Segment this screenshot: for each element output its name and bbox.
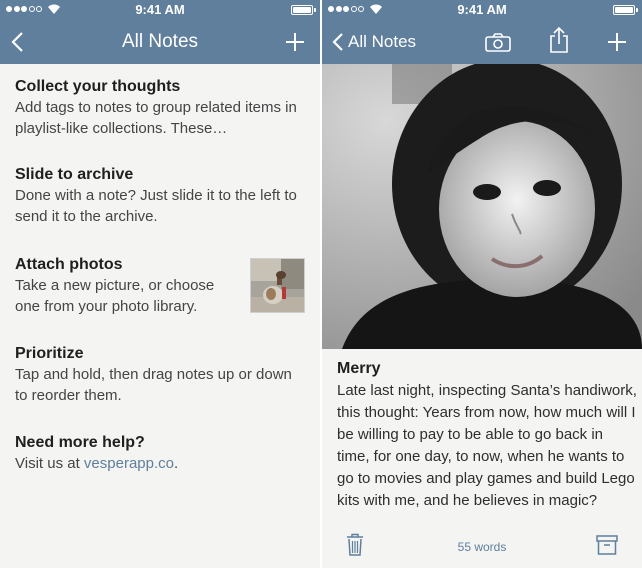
list-item[interactable] [15,255,307,317]
nav-bar [0,20,320,64]
back-label: All Notes [348,32,417,51]
bottom-toolbar [322,527,642,568]
nav-bar [322,20,642,64]
status-time: 9:41 AM [135,2,185,17]
status-bar [0,0,320,20]
note-content[interactable] [337,358,637,512]
battery-icon [613,5,635,15]
help-text-end: . [173,455,179,472]
note-title: Merry [337,360,381,377]
list-item[interactable] [15,433,307,474]
note-preview: Add tags to notes to group related items in playlist-like collections. These… [15,99,297,137]
note-detail-screen [322,0,642,568]
chevron-left-icon [332,32,344,52]
archive-icon[interactable] [596,535,618,555]
list-item[interactable] [15,344,307,406]
note-thumbnail [250,258,305,313]
list-item[interactable] [15,77,307,139]
note-preview [15,453,307,474]
note-photo[interactable] [322,64,642,349]
share-icon[interactable] [548,26,570,54]
word-count: 55 words [457,540,507,554]
note-preview: Done with a note? Just slide it to the left to send it to the archive. [15,187,297,225]
plus-icon[interactable] [607,32,627,52]
note-preview: Take a new picture, or choose one from your photo library. [15,277,215,315]
note-title: Need more help? [15,434,145,451]
note-title: Prioritize [15,345,84,362]
note-preview: Tap and hold, then drag notes up or down to reorder them. [15,366,292,404]
help-text: Visit us at [15,455,84,472]
note-title: Slide to archive [15,166,134,183]
status-bar [322,0,642,20]
note-title: Attach photos [15,256,123,273]
notes-list-screen [0,0,320,568]
plus-icon[interactable] [285,32,305,52]
page-title: All Notes [121,31,199,52]
status-time: 9:41 AM [457,2,507,17]
note-body: Late last night, inspecting Santa’s handiwork, this thought: Years from now, how much will I be willing to pay to be able to go back in time, for one day, to now, when he wants to go to movies and play games and build Lego kits with me, and he believes in magic? [337,382,637,509]
note-title: Collect your thoughts [15,78,181,95]
back-button[interactable] [332,31,416,53]
battery-icon [291,5,313,15]
list-item[interactable] [15,165,307,227]
camera-icon[interactable] [484,31,512,53]
help-link[interactable]: vesperapp.co [83,455,174,472]
